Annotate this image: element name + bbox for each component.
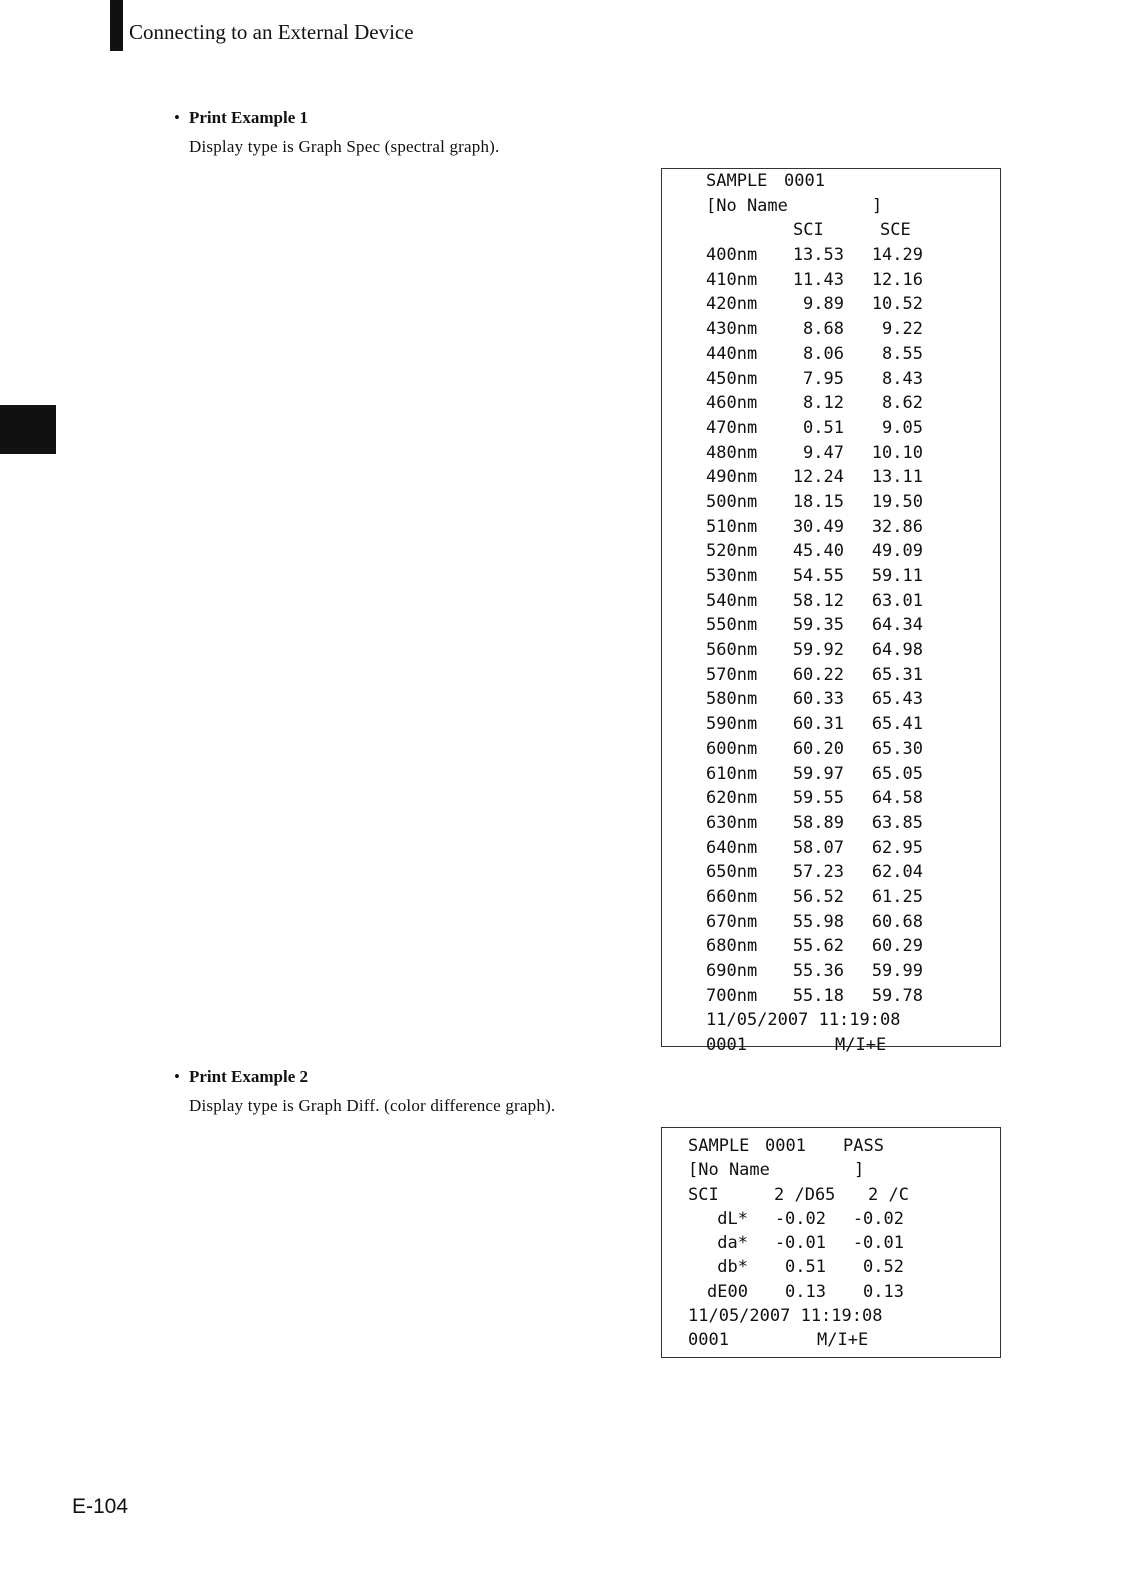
spectral-row bbox=[662, 959, 1000, 984]
print-example-2-description: Display type is Graph Diff. (color difference graph). bbox=[189, 1096, 556, 1115]
c-value: 0.13 bbox=[863, 1281, 904, 1302]
sce-value: 10.10 bbox=[871, 442, 923, 463]
printout-datetime bbox=[662, 1008, 1000, 1033]
spectral-row bbox=[662, 984, 1000, 1009]
column-header-sce: SCE bbox=[880, 220, 911, 241]
spectral-row bbox=[662, 786, 1000, 811]
c-value: -0.01 bbox=[852, 1233, 904, 1254]
spectral-row bbox=[662, 342, 1000, 367]
sci-value: 11.43 bbox=[792, 269, 844, 290]
column-header-c: 2 /C bbox=[868, 1184, 909, 1205]
wavelength: 480nm bbox=[706, 442, 758, 463]
sci-value: 8.06 bbox=[803, 343, 844, 364]
sce-value: 9.05 bbox=[882, 417, 923, 438]
printout-footer bbox=[662, 1328, 1000, 1352]
sci-value: 58.07 bbox=[792, 837, 844, 858]
sce-value: 63.85 bbox=[871, 812, 923, 833]
column-header-sci: SCI bbox=[793, 220, 824, 241]
wavelength: 610nm bbox=[706, 763, 758, 784]
spectral-row bbox=[662, 687, 1000, 712]
sci-value: 58.89 bbox=[792, 812, 844, 833]
sci-value: 9.47 bbox=[803, 442, 844, 463]
sample-number: 0001 bbox=[765, 1136, 806, 1156]
spectral-row bbox=[662, 515, 1000, 540]
wavelength: 520nm bbox=[706, 541, 758, 562]
spectral-row bbox=[662, 836, 1000, 861]
difference-row bbox=[662, 1280, 1000, 1304]
footer-mode: M/I+E bbox=[817, 1330, 869, 1351]
wavelength: 420nm bbox=[706, 294, 758, 315]
wavelength: 660nm bbox=[706, 886, 758, 907]
metric-label: da* bbox=[717, 1233, 748, 1254]
wavelength: 530nm bbox=[706, 566, 758, 586]
wavelength: 600nm bbox=[706, 738, 758, 759]
sample-name-close: ] bbox=[854, 1160, 865, 1181]
bullet: • bbox=[174, 108, 180, 127]
sci-value: 30.49 bbox=[792, 516, 844, 537]
sci-value: 59.97 bbox=[792, 763, 844, 784]
print-example-1-section bbox=[174, 108, 499, 157]
spectral-row bbox=[662, 811, 1000, 836]
sci-value: 60.31 bbox=[792, 714, 844, 735]
spectral-row bbox=[662, 860, 1000, 885]
sci-value: 60.22 bbox=[792, 664, 844, 685]
d65-value: -0.01 bbox=[774, 1233, 826, 1254]
sce-value: 32.86 bbox=[871, 516, 923, 537]
sci-value: 55.36 bbox=[792, 961, 844, 981]
difference-row bbox=[662, 1255, 1000, 1279]
sci-value: 0.51 bbox=[803, 417, 844, 438]
c-value: -0.02 bbox=[852, 1208, 904, 1229]
spectral-row bbox=[662, 564, 1000, 589]
spectral-row bbox=[662, 910, 1000, 935]
print-example-2-section bbox=[174, 1067, 555, 1116]
sce-value: 62.04 bbox=[871, 862, 923, 883]
spectral-row bbox=[662, 391, 1000, 416]
print-example-1-description: Display type is Graph Spec (spectral graph). bbox=[189, 137, 500, 156]
difference-row bbox=[662, 1207, 1000, 1231]
sci-value: 59.35 bbox=[792, 615, 844, 636]
sci-value: 8.68 bbox=[803, 319, 844, 340]
wavelength: 470nm bbox=[706, 417, 758, 438]
print-example-2-printout bbox=[661, 1127, 1001, 1358]
printout-name-line bbox=[662, 194, 1000, 219]
sce-value: 59.78 bbox=[871, 985, 923, 1006]
sce-value: 64.98 bbox=[871, 640, 923, 661]
sample-name-open: [No Name bbox=[688, 1160, 770, 1181]
sce-value: 59.99 bbox=[871, 961, 923, 981]
wavelength: 560nm bbox=[706, 640, 758, 661]
spectral-row bbox=[662, 589, 1000, 614]
wavelength: 490nm bbox=[706, 467, 758, 488]
spectral-row bbox=[662, 292, 1000, 317]
wavelength: 620nm bbox=[706, 788, 758, 809]
spectral-row bbox=[662, 663, 1000, 688]
spectral-row bbox=[662, 317, 1000, 342]
spectral-row bbox=[662, 490, 1000, 515]
wavelength: 640nm bbox=[706, 837, 758, 858]
wavelength: 460nm bbox=[706, 393, 758, 414]
sce-value: 13.11 bbox=[871, 467, 923, 488]
sci-value: 45.40 bbox=[792, 541, 844, 562]
sample-name-close: ] bbox=[872, 195, 883, 216]
datetime-text: 11/05/2007 11:19:08 bbox=[706, 1010, 901, 1031]
printout-sample-line bbox=[662, 1134, 1000, 1158]
sample-number: 0001 bbox=[784, 171, 825, 191]
wavelength: 580nm bbox=[706, 689, 758, 710]
sce-value: 10.52 bbox=[871, 294, 923, 315]
sci-value: 59.92 bbox=[792, 640, 844, 661]
sce-value: 65.31 bbox=[871, 664, 923, 685]
sci-value: 55.98 bbox=[792, 911, 844, 932]
column-header-d65: 2 /D65 bbox=[774, 1184, 836, 1205]
column-header-sci: SCI bbox=[688, 1184, 719, 1205]
sample-label: SAMPLE bbox=[688, 1136, 750, 1156]
wavelength: 500nm bbox=[706, 491, 758, 512]
sce-value: 8.55 bbox=[882, 343, 923, 364]
spectral-row bbox=[662, 268, 1000, 293]
wavelength: 410nm bbox=[706, 269, 758, 290]
printout-name-line bbox=[662, 1158, 1000, 1182]
footer-number: 0001 bbox=[688, 1330, 729, 1351]
metric-label: dL* bbox=[717, 1208, 748, 1229]
sci-value: 7.95 bbox=[803, 368, 844, 389]
sci-value: 9.89 bbox=[803, 294, 844, 315]
wavelength: 680nm bbox=[706, 936, 758, 957]
spectral-row bbox=[662, 367, 1000, 392]
sample-name-open: [No Name bbox=[706, 195, 788, 216]
sci-value: 56.52 bbox=[792, 886, 844, 907]
spectral-row bbox=[662, 613, 1000, 638]
spectral-row bbox=[662, 934, 1000, 959]
wavelength: 510nm bbox=[706, 516, 758, 537]
sce-value: 59.11 bbox=[871, 566, 923, 586]
wavelength: 440nm bbox=[706, 343, 758, 364]
d65-value: 0.13 bbox=[785, 1281, 826, 1302]
bullet: • bbox=[174, 1067, 180, 1086]
sci-value: 54.55 bbox=[792, 566, 844, 586]
spectral-row bbox=[662, 638, 1000, 663]
difference-row bbox=[662, 1231, 1000, 1255]
sce-value: 65.41 bbox=[871, 714, 923, 735]
sci-value: 8.12 bbox=[803, 393, 844, 414]
print-example-2-heading: Print Example 2 bbox=[189, 1067, 308, 1086]
sample-label: SAMPLE bbox=[706, 171, 768, 191]
difference-rows bbox=[662, 1207, 1000, 1304]
print-example-1-printout bbox=[661, 168, 1001, 1056]
sci-value: 55.18 bbox=[792, 985, 844, 1006]
sci-value: 57.23 bbox=[792, 862, 844, 883]
sci-value: 59.55 bbox=[792, 788, 844, 809]
printout-column-headers bbox=[662, 218, 1000, 243]
wavelength: 550nm bbox=[706, 615, 758, 636]
sci-value: 58.12 bbox=[792, 590, 844, 611]
spectral-row bbox=[662, 712, 1000, 737]
sce-value: 61.25 bbox=[871, 886, 923, 907]
wavelength: 700nm bbox=[706, 985, 758, 1006]
sce-value: 65.43 bbox=[871, 689, 923, 710]
sce-value: 63.01 bbox=[871, 590, 923, 611]
sce-value: 64.34 bbox=[871, 615, 923, 636]
sce-value: 62.95 bbox=[871, 837, 923, 858]
printout-column-headers bbox=[662, 1183, 1000, 1207]
wavelength: 650nm bbox=[706, 862, 758, 883]
spectral-row bbox=[662, 539, 1000, 564]
sce-value: 49.09 bbox=[871, 541, 923, 562]
sce-value: 12.16 bbox=[871, 269, 923, 290]
chapter-side-tab bbox=[0, 405, 56, 454]
sci-value: 13.53 bbox=[792, 245, 844, 266]
wavelength: 450nm bbox=[706, 368, 758, 389]
printout-datetime bbox=[662, 1304, 1000, 1328]
sce-value: 9.22 bbox=[882, 319, 923, 340]
printout-sample-line bbox=[662, 169, 1000, 194]
wavelength: 670nm bbox=[706, 911, 758, 932]
d65-value: 0.51 bbox=[785, 1257, 826, 1278]
sci-value: 12.24 bbox=[792, 467, 844, 488]
spectral-row bbox=[662, 416, 1000, 441]
sce-value: 64.58 bbox=[871, 788, 923, 809]
sce-value: 14.29 bbox=[871, 245, 923, 266]
wavelength: 540nm bbox=[706, 590, 758, 611]
sce-value: 8.43 bbox=[882, 368, 923, 389]
printout-footer bbox=[662, 1033, 1000, 1058]
spectral-row bbox=[662, 243, 1000, 268]
spectral-row bbox=[662, 762, 1000, 787]
sce-value: 60.68 bbox=[871, 911, 923, 932]
wavelength: 690nm bbox=[706, 961, 758, 981]
wavelength: 570nm bbox=[706, 664, 758, 685]
page-number: E-104 bbox=[72, 1495, 129, 1518]
metric-label: db* bbox=[717, 1257, 748, 1278]
wavelength: 590nm bbox=[706, 714, 758, 735]
header-bar bbox=[110, 0, 123, 51]
sce-value: 8.62 bbox=[882, 393, 923, 414]
spectral-rows bbox=[662, 243, 1000, 1008]
c-value: 0.52 bbox=[863, 1257, 904, 1278]
spectral-row bbox=[662, 441, 1000, 466]
sce-value: 65.30 bbox=[871, 738, 923, 759]
page-header-title: Connecting to an External Device bbox=[129, 20, 414, 44]
sci-value: 18.15 bbox=[792, 491, 844, 512]
sce-value: 19.50 bbox=[871, 491, 923, 512]
metric-label: dE00 bbox=[707, 1281, 748, 1302]
sci-value: 55.62 bbox=[792, 936, 844, 957]
wavelength: 630nm bbox=[706, 812, 758, 833]
sci-value: 60.20 bbox=[792, 738, 844, 759]
spectral-row bbox=[662, 737, 1000, 762]
wavelength: 400nm bbox=[706, 245, 758, 266]
sce-value: 60.29 bbox=[871, 936, 923, 957]
datetime-text: 11/05/2007 11:19:08 bbox=[688, 1306, 883, 1327]
footer-mode: M/I+E bbox=[835, 1035, 887, 1056]
pass-status: PASS bbox=[843, 1136, 884, 1156]
footer-number: 0001 bbox=[706, 1035, 747, 1056]
wavelength: 430nm bbox=[706, 319, 758, 340]
sci-value: 60.33 bbox=[792, 689, 844, 710]
sce-value: 65.05 bbox=[871, 763, 923, 784]
d65-value: -0.02 bbox=[774, 1208, 826, 1229]
spectral-row bbox=[662, 885, 1000, 910]
spectral-row bbox=[662, 465, 1000, 490]
print-example-1-heading: Print Example 1 bbox=[189, 108, 308, 127]
